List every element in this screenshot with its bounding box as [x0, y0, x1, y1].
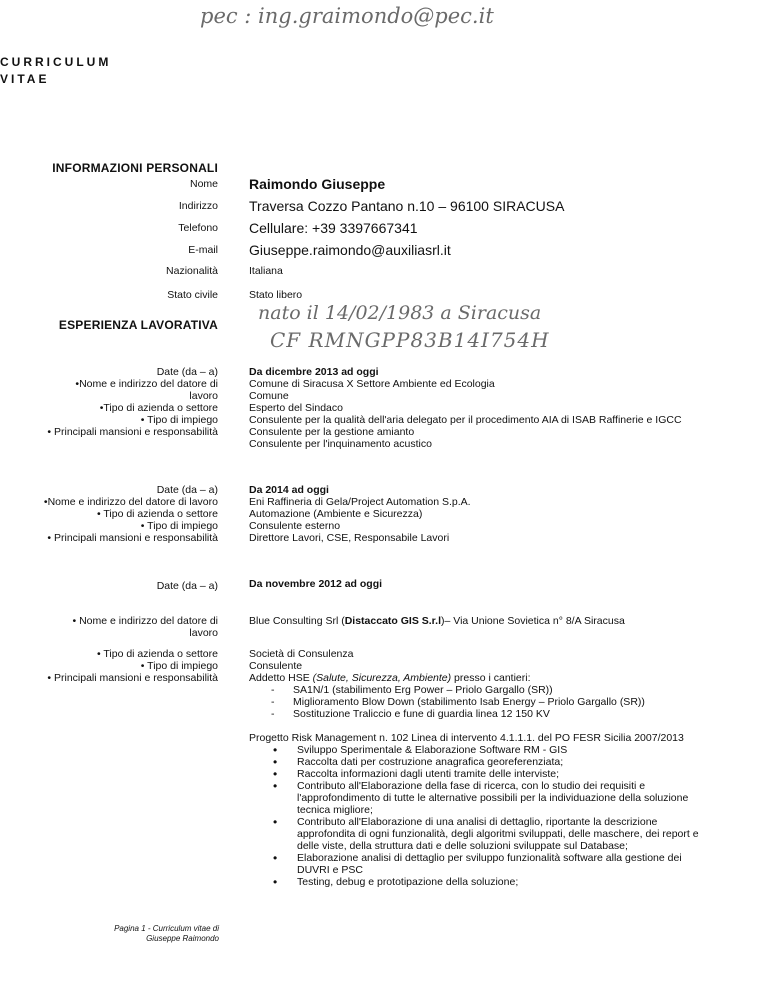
job3-duty-prefix: Addetto HSE: [249, 672, 313, 684]
job3-label-sector: • Tipo di azienda o settore: [96, 648, 218, 660]
job2-label-date: Date (da – a): [156, 484, 218, 496]
job3-type: Consulente: [249, 660, 303, 672]
list-item: • Contributo all'Elaborazione di una analisi di dettaglio, riportante la descrizione approfondita di ogni funzionalità, degli algoritmi sviluppati, delle maschere, dei report e delle viste, della struttura dati e delle soluzioni sviluppate sul Database;: [271, 816, 717, 852]
job3-project-title: Progetto Risk Management n. 102 Linea di intervento 4.1.1.1. del PO FESR Sicilia 2007/2013: [249, 732, 684, 744]
job3-project-list: [249, 744, 719, 888]
job3-duty: [249, 672, 719, 684]
list-item: • Raccolta dati per costruzione anagrafica georeferenziata;: [271, 756, 717, 768]
job2-labels: [44, 484, 218, 544]
job3-duty-suffix: presso i cantieri:: [451, 672, 531, 684]
value-telefono: Cellulare: +39 3397667341: [249, 220, 418, 236]
list-item: • Raccolta informazioni dagli utenti tramite delle interviste;: [271, 768, 717, 780]
handwritten-cf: CF RMNGPP83B14I754H: [270, 328, 550, 352]
job2-label-employer: •Nome e indirizzo del datore di lavoro: [43, 496, 218, 508]
page-footer: [104, 924, 219, 944]
job1-details: [249, 366, 682, 450]
label-nazionalita: Nazionalità: [166, 265, 218, 277]
job1-line: Consulente per la gestione amianto: [249, 426, 415, 438]
value-indirizzo: Traversa Cozzo Pantano n.10 – 96100 SIRACUSA: [249, 198, 565, 214]
cv-title: [0, 54, 111, 88]
label-telefono: Telefono: [178, 222, 218, 234]
job1-line: Consulente per l'inquinamento acustico: [249, 438, 432, 450]
job3-duty-italic: (Salute, Sicurezza, Ambiente): [312, 672, 452, 684]
value-email: Giuseppe.raimondo@auxiliasrl.it: [249, 242, 451, 258]
cv-title-line1: CURRICULUM: [0, 55, 112, 69]
footer-line2: Giuseppe Raimondo: [146, 934, 219, 943]
job1-labels: [47, 366, 218, 438]
handwritten-birth: nato il 14/02/1983 a Siracusa: [258, 302, 542, 324]
list-item: • Contributo all'Elaborazione della fase di ricerca, con lo studio dei requisiti e l'approfondimento di tutte le alternative possibili per la individuazione della soluzione tecnica migliore;: [271, 780, 717, 816]
job1-label-employer-cont: lavoro: [189, 390, 218, 402]
job3-employer-bold: Distaccato GIS S.r.l: [344, 615, 442, 627]
job3-label-employer: • Nome e indirizzo del datore di: [72, 615, 218, 627]
job2-line: Direttore Lavori, CSE, Responsabile Lavori: [249, 532, 450, 544]
job3-label-duties: • Principali mansioni e responsabilità: [47, 672, 218, 684]
label-nome: Nome: [189, 178, 218, 190]
job3-label-type: • Tipo di impiego: [140, 660, 218, 672]
job3-label-employer-cont: lavoro: [189, 627, 218, 639]
list-item: - Sostituzione Traliccio e fune di guardia linea 12 150 KV: [271, 708, 719, 720]
job3-label-date: Date (da – a): [156, 580, 218, 592]
handwritten-pec-note: pec : ing.graimondo@pec.it: [200, 4, 494, 28]
job3-employer-labels: [73, 615, 219, 639]
list-item: • Elaborazione analisi di dettaglio per sviluppo funzionalità software alla gestione dei DUVRI e PSC: [271, 852, 717, 876]
job2-details: [249, 484, 471, 544]
value-stato-civile: Stato libero: [249, 289, 303, 301]
job1-label-sector: •Tipo di azienda o settore: [99, 402, 218, 414]
job2-line: Consulente esterno: [249, 520, 341, 532]
list-item: - SA1N/1 (stabilimento Erg Power – Priolo Gargallo (SR)): [271, 684, 719, 696]
job1-label-date: Date (da – a): [156, 366, 218, 378]
job3-other-labels: [47, 648, 218, 684]
job2-line: Automazione (Ambiente e Sicurezza): [249, 508, 423, 520]
job2-date: Da 2014 ad oggi: [249, 484, 329, 496]
value-nazionalita: Italiana: [249, 265, 283, 277]
list-item: • Sviluppo Sperimentale & Elaborazione Software RM - GIS: [271, 744, 717, 756]
label-email: E-mail: [188, 244, 218, 256]
job1-date: Da dicembre 2013 ad oggi: [249, 366, 379, 378]
job1-line: Esperto del Sindaco: [249, 402, 343, 414]
list-item: • Testing, debug e prototipazione della soluzione;: [271, 876, 717, 888]
job1-line: Comune: [249, 390, 289, 402]
experience-section-title: ESPERIENZA LAVORATIVA: [58, 318, 218, 332]
job3-employer: [249, 615, 625, 627]
job2-label-type: • Tipo di impiego: [140, 520, 218, 532]
job2-line: Eni Raffineria di Gela/Project Automation S.p.A.: [249, 496, 471, 508]
footer-line1: Pagina 1 - Curriculum vitae di: [114, 924, 219, 933]
job3-employer-suffix: )– Via Unione Sovietica n° 8/A Siracusa: [441, 615, 625, 627]
job1-line: Comune di Siracusa X Settore Ambiente ed Ecologia: [249, 378, 495, 390]
job3-details: [249, 648, 719, 888]
job1-label-duties: • Principali mansioni e responsabilità: [47, 426, 218, 438]
job3-date: Da novembre 2012 ad oggi: [249, 578, 383, 590]
job1-line: Consulente per la qualità dell'aria delegato per il procedimento AIA di ISAB Raffinerie e IGCC: [249, 414, 682, 426]
job3-sites-list: [249, 684, 719, 720]
job1-label-type: • Tipo di impiego: [140, 414, 218, 426]
personal-section-title: INFORMAZIONI PERSONALI: [52, 161, 218, 175]
cv-title-line2: VITAE: [0, 72, 50, 86]
label-indirizzo: Indirizzo: [178, 200, 218, 212]
job3-employer-prefix: Blue Consulting Srl (: [249, 615, 345, 627]
job1-label-employer: •Nome e indirizzo del datore di: [75, 378, 218, 390]
job2-label-duties: • Principali mansioni e responsabilità: [47, 532, 218, 544]
value-nome: Raimondo Giuseppe: [249, 176, 386, 192]
job3-sector: Società di Consulenza: [249, 648, 354, 660]
label-stato-civile: Stato civile: [167, 289, 218, 301]
job2-label-sector: • Tipo di azienda o settore: [96, 508, 218, 520]
list-item: - Miglioramento Blow Down (stabilimento Isab Energy – Priolo Gargallo (SR)): [271, 696, 719, 708]
